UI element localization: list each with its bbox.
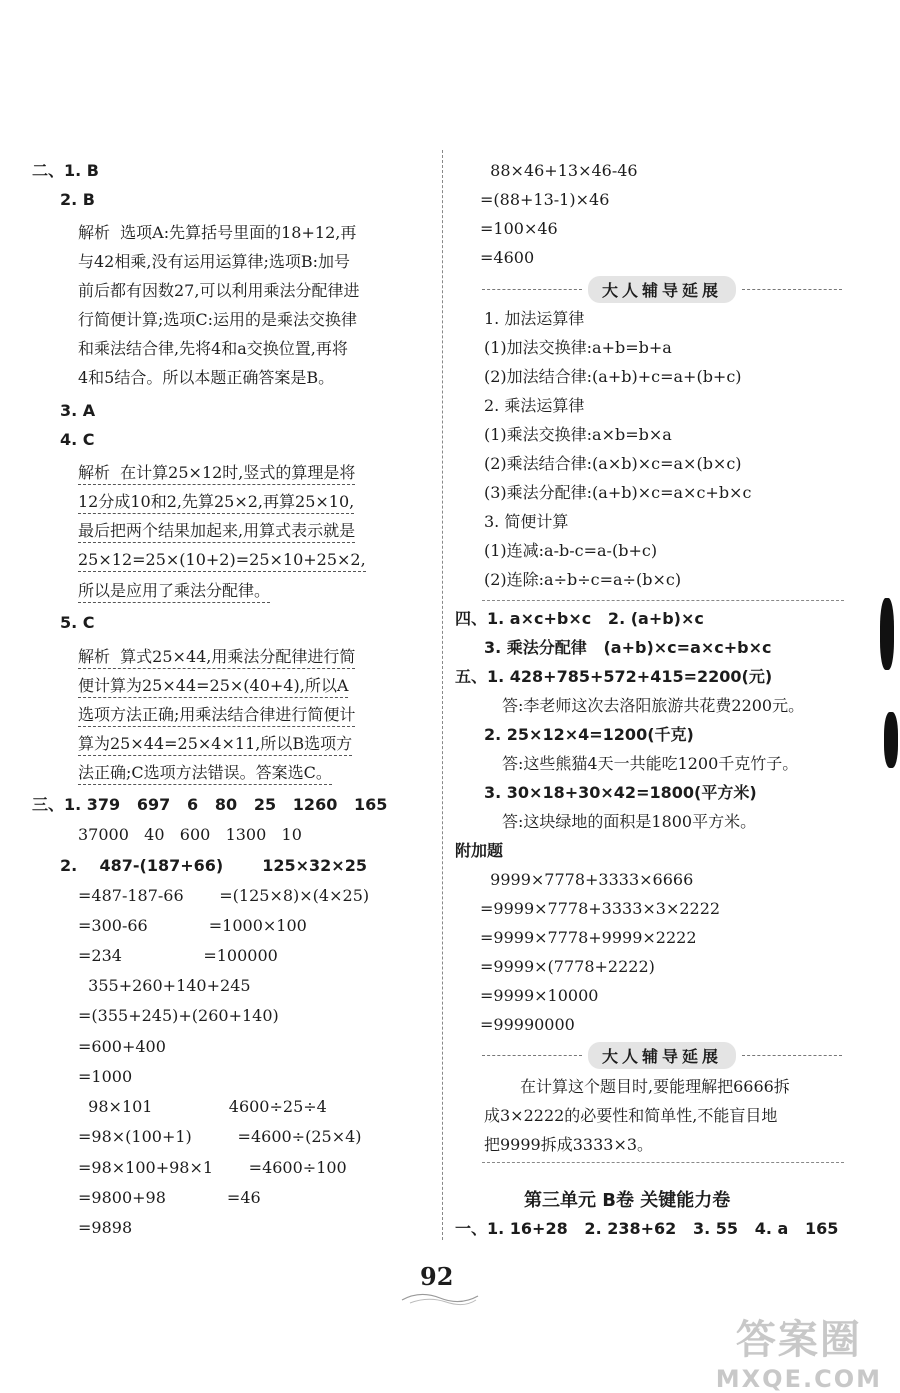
banner-label: 大人辅导延展 (588, 276, 736, 303)
text-line: 法正确;C选项方法错误。答案选C。 (78, 762, 332, 785)
text-line: 算为25×44=25×4×11,所以B选项方 (78, 733, 352, 756)
text-line: (1)乘法交换律:a×b=b×a (484, 425, 672, 444)
banner-rule-left (482, 1055, 582, 1056)
text-line: 98×101 4600÷25÷4 (78, 1097, 327, 1116)
page-number: 92 (420, 1262, 454, 1291)
text-line: =9999×7778+3333×3×2222 (480, 899, 721, 918)
text-line: =1000 (78, 1067, 133, 1086)
unit-section-title: 第三单元 B卷 关键能力卷 (524, 1190, 731, 1211)
text-line: 12分成10和2,先算25×2,再算25×10, (78, 491, 354, 514)
text-line: 所以是应用了乘法分配律。 (78, 580, 270, 603)
text-line: 前后都有因数27,可以利用乘法分配律进 (78, 281, 360, 300)
text-line: =98×(100+1) =4600÷(25×4) (78, 1127, 362, 1146)
text-line: 最后把两个结果加起来,用算式表示就是 (78, 520, 355, 543)
text-line: =300-66 =1000×100 (78, 916, 307, 935)
text-line: =99990000 (480, 1015, 575, 1034)
text-line: (1)连减:a-b-c=a-(b+c) (484, 541, 658, 560)
banner-label: 大人辅导延展 (588, 1042, 736, 1069)
text-line: 解析 选项A:先算括号里面的18+12,再 (78, 223, 357, 242)
text-line: (3)乘法分配律:(a+b)×c=a×c+b×c (484, 483, 752, 502)
section-separator (482, 600, 844, 601)
text-line: 二、1. B (32, 161, 99, 180)
text-line: =9800+98 =46 (78, 1188, 261, 1207)
text-line: =9999×7778+9999×2222 (480, 928, 697, 947)
text-line: 和乘法结合律,先将4和a交换位置,再将 (78, 339, 348, 358)
decorative-wave-icon (400, 1290, 480, 1306)
text-line: 37000 40 600 1300 10 (78, 825, 302, 844)
text-line: 9999×7778+3333×6666 (480, 870, 694, 889)
text-line: =234 =100000 (78, 946, 278, 965)
text-line: 成3×2222的必要性和简单性,不能盲目地 (484, 1106, 778, 1125)
text-line: 355+260+140+245 (78, 976, 251, 995)
text-line: 把9999拆成3333×3。 (484, 1135, 654, 1154)
banner-rule-right (742, 289, 842, 290)
parent-guide-banner-2 (482, 1042, 842, 1068)
text-line: =600+400 (78, 1037, 166, 1056)
watermark-text: 答案圈 (735, 1317, 862, 1363)
text-line: 附加题 (455, 841, 504, 860)
text-line: 4和5结合。所以本题正确答案是B。 (78, 368, 335, 387)
text-line: 3. 30×18+30×42=1800(平方米) (484, 783, 757, 802)
column-divider (442, 150, 443, 1240)
text-line: (2)乘法结合律:(a×b)×c=a×(b×c) (484, 454, 742, 473)
banner-rule-left (482, 289, 582, 290)
text-line: =4600 (480, 248, 535, 267)
text-line: 答:这些熊猫4天一共能吃1200千克竹子。 (502, 754, 799, 773)
text-line: 便计算为25×44=25×(40+4),所以A (78, 675, 348, 698)
text-line: =(88+13-1)×46 (480, 190, 610, 209)
text-line: =9898 (78, 1218, 133, 1237)
text-line: 4. C (60, 430, 95, 449)
text-line: (2)连除:a÷b÷c=a÷(b×c) (484, 570, 682, 589)
text-line: 答:李老师这次去洛阳旅游共花费2200元。 (502, 696, 805, 715)
text-line: (1)加法交换律:a+b=b+a (484, 338, 672, 357)
parent-guide-banner (482, 276, 842, 302)
text-line: 行简便计算;选项C:运用的是乘法交换律 (78, 310, 358, 329)
watermark-url: MXQE.COM (715, 1365, 882, 1393)
text-line: =98×100+98×1 =4600÷100 (78, 1158, 347, 1177)
text-line: 一、1. 16+28 2. 238+62 3. 55 4. a 165 (455, 1219, 839, 1238)
text-line: =487-187-66 =(125×8)×(4×25) (78, 886, 370, 905)
scan-edge-blot (884, 712, 898, 768)
text-line: 3. 简便计算 (484, 512, 569, 531)
text-line: 与42相乘,没有运用运算律;选项B:加号 (78, 252, 350, 271)
banner-rule-right (742, 1055, 842, 1056)
text-line: =(355+245)+(260+140) (78, 1006, 279, 1025)
text-line: 2. B (60, 190, 95, 209)
text-line: 答:这块绿地的面积是1800平方米。 (502, 812, 757, 831)
text-line: 2. 乘法运算律 (484, 396, 585, 415)
scan-edge-blot (880, 598, 894, 670)
text-line: 5. C (60, 613, 95, 632)
text-line: 三、1. 379 697 6 80 25 1260 165 (32, 795, 388, 814)
text-line: 88×46+13×46-46 (480, 161, 638, 180)
text-line: 四、1. a×c+b×c 2. (a+b)×c (455, 609, 704, 628)
text-line: 2. 487-(187+66) 125×32×25 (60, 856, 367, 875)
text-line: 在计算这个题目时,要能理解把6666拆 (520, 1077, 790, 1096)
text-line: 五、1. 428+785+572+415=2200(元) (455, 667, 773, 686)
text-line: 3. 乘法分配律 (a+b)×c=a×c+b×c (484, 638, 772, 657)
text-line: 3. A (60, 401, 96, 420)
text-line: =100×46 (480, 219, 558, 238)
section-separator-2 (482, 1162, 844, 1163)
text-line: =9999×10000 (480, 986, 599, 1005)
watermark-logo (716, 1308, 882, 1393)
text-line: 25×12=25×(10+2)=25×10+25×2, (78, 549, 366, 572)
text-line: (2)加法结合律:(a+b)+c=a+(b+c) (484, 367, 742, 386)
text-line: 解析 在计算25×12时,竖式的算理是将 (78, 462, 355, 485)
text-line: 1. 加法运算律 (484, 309, 585, 328)
text-line: 2. 25×12×4=1200(千克) (484, 725, 694, 744)
text-line: =9999×(7778+2222) (480, 957, 655, 976)
text-line: 选项方法正确;用乘法结合律进行简便计 (78, 704, 355, 727)
text-line: 解析 算式25×44,用乘法分配律进行简 (78, 646, 355, 669)
